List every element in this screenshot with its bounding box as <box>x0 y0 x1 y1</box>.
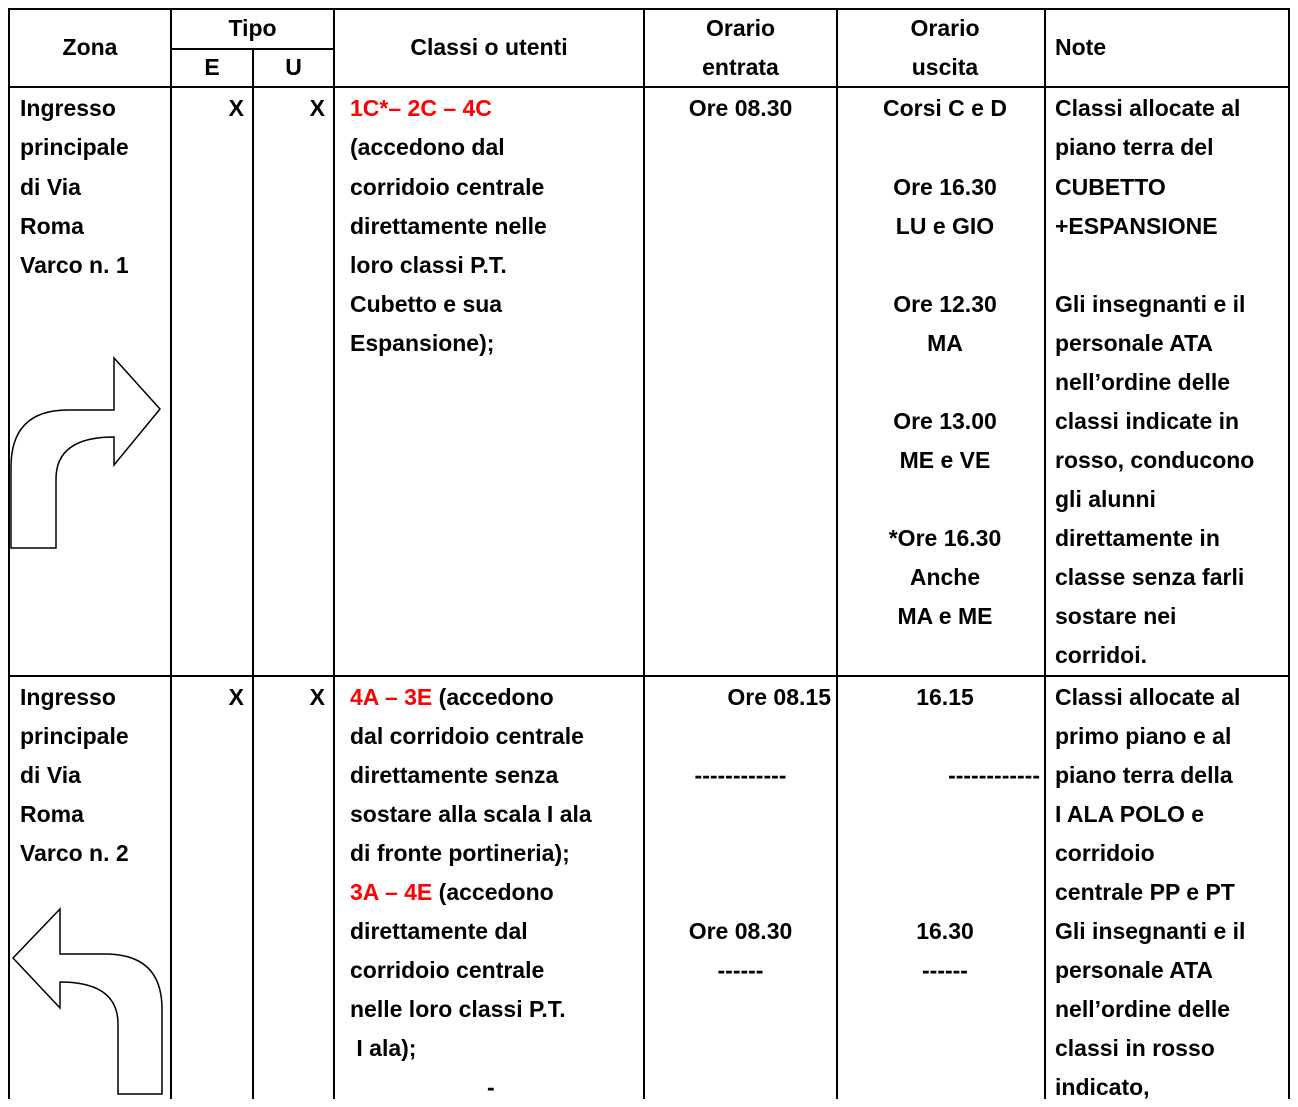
row1-zona-2: principale <box>20 134 129 160</box>
row1-note-11: gli alunni <box>1055 486 1156 512</box>
row2-uscita-sep: ------------ <box>948 762 1040 788</box>
row1-note-1: Classi allocate al <box>1055 95 1241 121</box>
row2-classi-b-head <box>350 873 554 912</box>
row2-classi-a-2: direttamente senza <box>350 762 559 788</box>
row1-note-13: classe senza farli <box>1055 564 1245 590</box>
row1-classi-4: loro classi P.T. <box>350 252 507 278</box>
row2-note-10: classi in rosso <box>1055 1035 1215 1061</box>
row1-note-6: Gli insegnanti e il <box>1055 291 1246 317</box>
row1-zona-3: di Via <box>20 174 81 200</box>
row1-tipo-e: X <box>228 95 244 121</box>
row2-zona-2: principale <box>20 723 129 749</box>
row1-zona-4: Roma <box>20 213 84 239</box>
header-note: Note <box>1055 34 1107 60</box>
row1-uscita-12: *Ore 16.30 <box>888 525 1002 551</box>
row1-note-2: piano terra del <box>1055 134 1214 160</box>
row1-tipo-u: X <box>309 95 325 121</box>
row2-note-3: piano terra della <box>1055 762 1233 788</box>
row2-note-7: Gli insegnanti e il <box>1055 918 1246 944</box>
row2-classi-a-3: sostare alla scala I ala <box>350 801 592 827</box>
header-uscita-1: Orario <box>910 15 980 41</box>
row1-uscita-3: Ore 16.30 <box>893 174 997 200</box>
row2-zona-1: Ingresso <box>20 684 116 710</box>
row2-entrata-2-sep: ------ <box>717 957 764 983</box>
header-entrata-2: entrata <box>702 54 779 80</box>
row2-tipo-u: X <box>309 684 325 710</box>
row1-classi-6: Espansione); <box>350 330 495 356</box>
row2-classi-b-2: corridoio centrale <box>350 957 545 983</box>
row2-classi-a-head <box>350 678 554 717</box>
row1-uscita-9: Ore 13.00 <box>893 408 997 434</box>
row1-note-8: nell’ordine delle <box>1055 369 1231 395</box>
row2-note-11: indicato, <box>1055 1074 1150 1100</box>
row2-classi-b-4: I ala); <box>350 1035 417 1061</box>
row1-note-9: classi indicate in <box>1055 408 1240 434</box>
row1-classi-3: direttamente nelle <box>350 213 547 239</box>
row1-classi-2: corridoio centrale <box>350 174 545 200</box>
row1-uscita-10: ME e VE <box>899 447 991 473</box>
row2-zona-4: Roma <box>20 801 84 827</box>
grid-line-zona <box>170 8 172 1099</box>
row2-classi-a-4: di fronte portineria); <box>350 840 570 866</box>
row1-entrata: Ore 08.30 <box>688 95 793 121</box>
header-tipo-u: U <box>285 54 302 80</box>
row2-classi-a-red: 4A – 3E <box>350 684 433 710</box>
header-classi: Classi o utenti <box>410 34 568 60</box>
row2-zona-5: Varco n. 2 <box>20 840 129 866</box>
row1-classi-5: Cubetto e sua <box>350 291 503 317</box>
row1-uscita-7: MA <box>927 330 963 356</box>
row1-note-12: direttamente in <box>1055 525 1220 551</box>
row2-note-2: primo piano e al <box>1055 723 1232 749</box>
row1-uscita-1: Corsi C e D <box>883 95 1007 121</box>
row2-note-6: centrale PP e PT <box>1055 879 1235 905</box>
row2-entrata-2: Ore 08.30 <box>688 918 793 944</box>
row2-uscita-2: 16.30 <box>916 918 974 944</box>
grid-line-tipo <box>333 8 335 1099</box>
row1-note-4: +ESPANSIONE <box>1055 213 1218 239</box>
row2-classi-b-rest: (accedono <box>432 879 554 905</box>
grid-line-right <box>1288 8 1290 1099</box>
header-uscita-2: uscita <box>911 54 979 80</box>
row1-uscita-14: MA e ME <box>897 603 993 629</box>
row1-note-14: sostare nei <box>1055 603 1177 629</box>
header-entrata-1: Orario <box>705 15 776 41</box>
row2-classi-b-red: 3A – 4E <box>350 879 433 905</box>
row2-note-8: personale ATA <box>1055 957 1214 983</box>
row2-note-1: Classi allocate al <box>1055 684 1241 710</box>
row2-zona-3: di Via <box>20 762 81 788</box>
row1-zona-1: Ingresso <box>20 95 116 121</box>
row1-note-7: personale ATA <box>1055 330 1214 356</box>
row2-classi-dash: - <box>487 1074 495 1100</box>
row1-uscita-13: Anche <box>909 564 981 590</box>
row2-note-9: nell’ordine delle <box>1055 996 1231 1022</box>
header-tipo-e: E <box>204 54 220 80</box>
row2-uscita-2-sep: ------ <box>922 957 968 983</box>
grid-line-tipo-mid <box>252 48 254 1099</box>
grid-line-uscita <box>1044 8 1046 1099</box>
row1-note-10: rosso, conducono <box>1055 447 1255 473</box>
header-tipo: Tipo <box>228 15 277 41</box>
row2-entrata-sep: ------------ <box>694 762 787 788</box>
row2-classi-b-3: nelle loro classi P.T. <box>350 996 566 1022</box>
row2-tipo-e: X <box>228 684 244 710</box>
header-zona: Zona <box>62 34 118 60</box>
row2-classi-a-1: dal corridoio centrale <box>350 723 584 749</box>
row1-note-15: corridoi. <box>1055 642 1148 668</box>
row1-classi-1: (accedono dal <box>350 134 505 160</box>
row2-uscita-1: 16.15 <box>916 684 974 710</box>
row2-entrata-1: Ore 08.15 <box>727 684 831 710</box>
row1-note-3: CUBETTO <box>1055 174 1166 200</box>
turn-right-arrow-icon <box>8 355 168 555</box>
row1-uscita-4: LU e GIO <box>895 213 995 239</box>
row2-classi-a-rest: (accedono <box>432 684 554 710</box>
grid-line-row-split <box>8 675 1290 677</box>
row1-zona-5: Varco n. 1 <box>20 252 129 278</box>
row1-classi-red: 1C*– 2C – 4C <box>350 95 492 121</box>
row1-uscita-6: Ore 12.30 <box>893 291 997 317</box>
row2-classi-b-1: direttamente dal <box>350 918 528 944</box>
row2-note-4: I ALA POLO e <box>1055 801 1205 827</box>
grid-line-entrata <box>836 8 838 1099</box>
row2-note-5: corridoio <box>1055 840 1155 866</box>
turn-left-arrow-icon <box>10 906 170 1096</box>
